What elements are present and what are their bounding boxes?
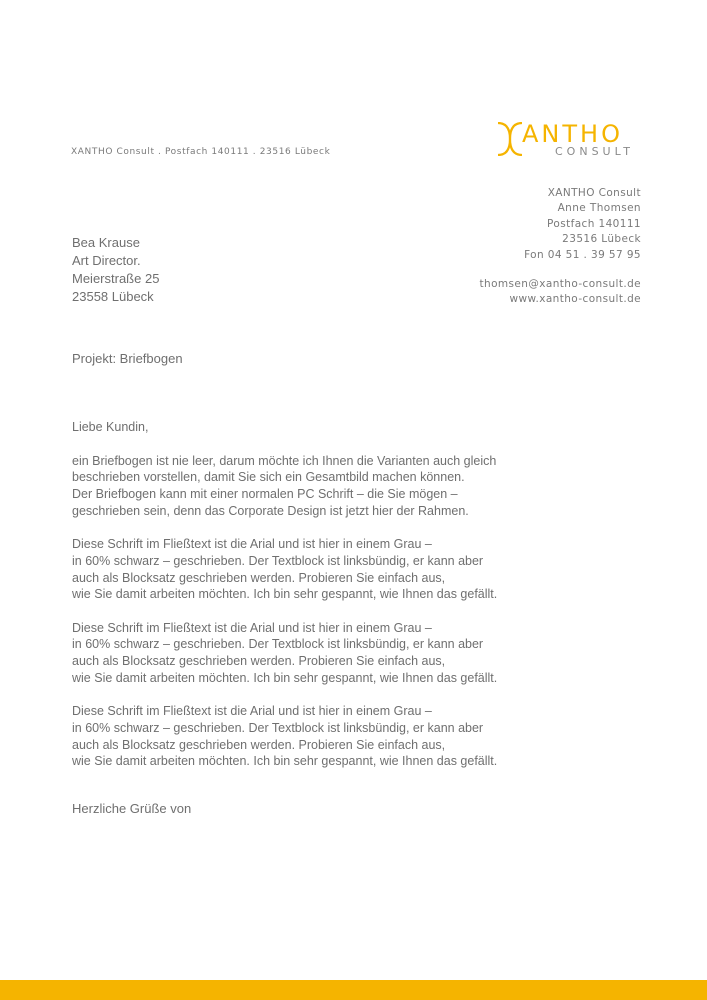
body-line: geschrieben sein, denn das Corporate Design ist jetzt hier der Rahmen.: [72, 503, 469, 518]
sender-contact-block: [480, 186, 641, 308]
body-line: in 60% schwarz – geschrieben. Der Textblock ist linksbündig, er kann aber: [72, 553, 484, 568]
contact-city: 23516 Lübeck: [562, 233, 641, 246]
contact-company: XANTHO Consult: [547, 187, 641, 199]
body-line: wie Sie damit arbeiten möchten. Ich bin sehr gespannt, wie Ihnen das gefällt.: [72, 670, 498, 685]
body-paragraph: [72, 536, 532, 603]
contact-email[interactable]: thomsen@xantho-consult.de: [479, 278, 641, 291]
body-paragraph: [72, 453, 532, 520]
logo-subline: CONSULT: [555, 145, 634, 158]
xantho-consult-logo: [496, 120, 646, 160]
x-mark-icon: [496, 122, 524, 156]
body-line: in 60% schwarz – geschrieben. Der Textblock ist linksbündig, er kann aber: [72, 637, 484, 652]
footer-color-bar: [0, 980, 707, 1000]
contact-website[interactable]: www.xantho-consult.de: [509, 293, 641, 306]
logo-wordmark: ANTHO: [522, 120, 623, 148]
contact-name: Anne Thomsen: [557, 202, 641, 215]
body-line: Diese Schrift im Fließtext ist die Arial und ist hier in einem Grau –: [72, 704, 432, 719]
letter-body: [72, 419, 532, 787]
body-line: ein Briefbogen ist nie leer, darum möchte ich Ihnen die Varianten auch gleich: [72, 453, 497, 468]
body-line: auch als Blocksatz geschrieben werden. Probieren Sie einfach aus,: [72, 570, 446, 585]
body-line: Diese Schrift im Fließtext ist die Arial und ist hier in einem Grau –: [72, 620, 432, 635]
contact-postbox: Postfach 140111: [547, 217, 641, 230]
recipient-name: Bea Krause: [72, 235, 140, 250]
recipient-title: Art Director.: [72, 253, 141, 268]
body-line: wie Sie damit arbeiten möchten. Ich bin sehr gespannt, wie Ihnen das gefällt.: [72, 754, 498, 769]
contact-gap: [480, 263, 641, 277]
letter-closing: Herzliche Grüße von: [72, 801, 192, 816]
recipient-city: 23558 Lübeck: [72, 289, 154, 304]
recipient-address: [72, 234, 159, 306]
letter-subject: Projekt: Briefbogen: [72, 351, 183, 366]
salutation: Liebe Kundin,: [72, 420, 149, 434]
sender-return-line: XANTHO Consult . Postfach 140111 . 23516 Lübeck: [71, 147, 331, 157]
body-paragraph: [72, 703, 532, 770]
body-line: beschrieben vorstellen, damit Sie sich ein Gesamtbild machen können.: [72, 470, 465, 485]
recipient-street: Meierstraße 25: [72, 271, 160, 286]
contact-phone: Fon 04 51 . 39 57 95: [524, 248, 641, 261]
body-paragraph: [72, 620, 532, 687]
body-line: wie Sie damit arbeiten möchten. Ich bin sehr gespannt, wie Ihnen das gefällt.: [72, 587, 498, 602]
body-line: auch als Blocksatz geschrieben werden. Probieren Sie einfach aus,: [72, 654, 446, 669]
body-line: Der Briefbogen kann mit einer normalen PC Schrift – die Sie mögen –: [72, 487, 458, 502]
body-line: Diese Schrift im Fließtext ist die Arial und ist hier in einem Grau –: [72, 537, 432, 552]
body-line: in 60% schwarz – geschrieben. Der Textblock ist linksbündig, er kann aber: [72, 720, 484, 735]
body-line: auch als Blocksatz geschrieben werden. Probieren Sie einfach aus,: [72, 737, 446, 752]
